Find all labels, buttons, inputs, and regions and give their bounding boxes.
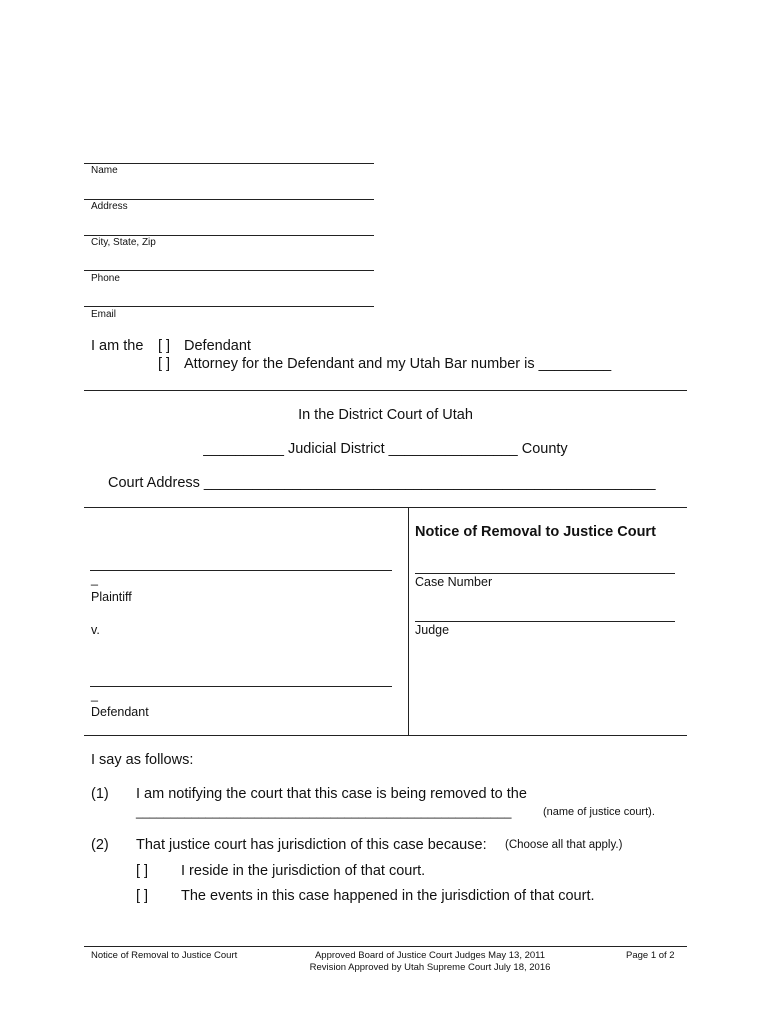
- name-line[interactable]: [84, 163, 374, 164]
- court-title: In the District Court of Utah: [298, 407, 473, 423]
- district-county-line[interactable]: __________ Judicial District ________________ County: [203, 441, 568, 457]
- attorney-checkbox[interactable]: [ ]: [158, 356, 171, 372]
- events-checkbox[interactable]: [ ]: [136, 888, 149, 904]
- defendant-checkbox[interactable]: [ ]: [158, 338, 171, 354]
- reside-checkbox[interactable]: [ ]: [136, 863, 149, 879]
- phone-line[interactable]: [84, 270, 374, 271]
- address-label: Address: [91, 201, 128, 212]
- item-1-text: I am notifying the court that this case is being removed to the: [136, 786, 527, 802]
- phone-label: Phone: [91, 273, 120, 284]
- reside-option-label: I reside in the jurisdiction of that court.: [181, 863, 426, 879]
- justice-court-name-blank[interactable]: ______________________________________________________: [136, 805, 512, 819]
- item-2-note: (Choose all that apply.): [505, 839, 623, 851]
- case-number-line[interactable]: [415, 573, 675, 574]
- plaintiff-underscore: _: [91, 572, 98, 586]
- defendant-option-label: Defendant: [184, 338, 251, 354]
- footer-approved-line-1: Approved Board of Justice Court Judges May 13, 2011: [314, 950, 546, 961]
- events-option-label: The events in this case happened in the jurisdiction of that court.: [181, 888, 595, 904]
- email-line[interactable]: [84, 306, 374, 307]
- defendant-underscore: _: [91, 688, 98, 702]
- attorney-option-label: Attorney for the Defendant and my Utah Bar number is _________: [184, 356, 612, 372]
- item-1-note: (name of justice court).: [543, 806, 655, 818]
- defendant-label: Defendant: [91, 705, 149, 719]
- item-1-number: (1): [91, 786, 109, 802]
- caption-bottom-rule: [84, 735, 687, 736]
- versus-label: v.: [91, 623, 100, 637]
- footer-approved-line-2: Revision Approved by Utah Supreme Court July 18, 2016: [309, 962, 551, 973]
- court-address-line[interactable]: Court Address ________________________________________________________: [108, 475, 656, 491]
- item-2-text: That justice court has jurisdiction of this case because:: [136, 837, 487, 853]
- footer-rule: [84, 946, 687, 947]
- item-2-number: (2): [91, 837, 109, 853]
- caption-top-rule: [84, 507, 687, 508]
- footer-page-number: Page 1 of 2: [626, 950, 675, 961]
- plaintiff-label: Plaintiff: [91, 590, 132, 604]
- city-state-zip-label: City, State, Zip: [91, 237, 156, 248]
- role-intro: I am the: [91, 338, 144, 354]
- judge-line[interactable]: [415, 621, 675, 622]
- email-label: Email: [91, 309, 117, 320]
- defendant-line[interactable]: [90, 686, 392, 687]
- footer-form-title: Notice of Removal to Justice Court: [91, 950, 238, 961]
- caption-divider: [408, 507, 409, 735]
- body-intro: I say as follows:: [91, 752, 194, 768]
- case-number-label: Case Number: [415, 575, 493, 589]
- judge-label: Judge: [415, 623, 450, 637]
- section-divider: [84, 390, 687, 391]
- city-state-zip-line[interactable]: [84, 235, 374, 236]
- document-title: Notice of Removal to Justice Court: [415, 524, 656, 540]
- plaintiff-line[interactable]: [90, 570, 392, 571]
- name-label: Name: [91, 165, 118, 176]
- address-line[interactable]: [84, 199, 374, 200]
